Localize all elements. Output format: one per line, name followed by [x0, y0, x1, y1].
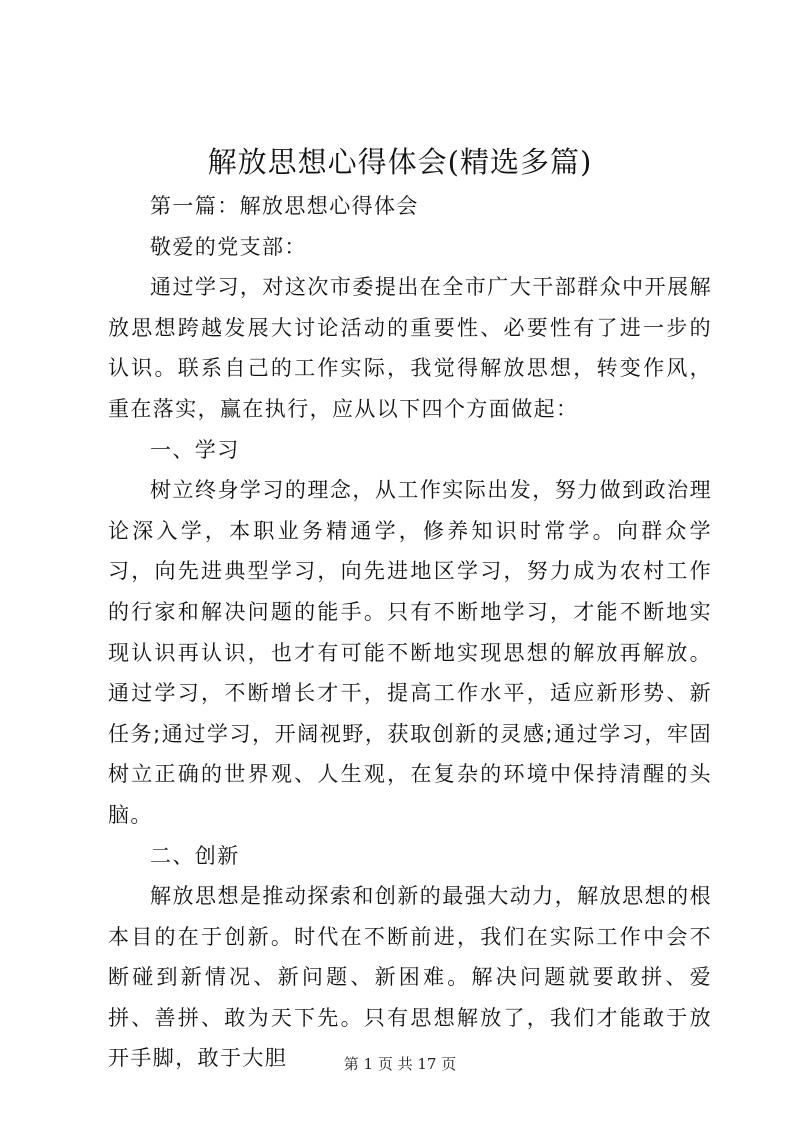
document-body [108, 186, 712, 1079]
body-paragraph: 树立终身学习的理念，从工作实际出发，努力做到政治理论深入学，本职业务精通学，修养知识时常学。向群众学习，向先进典型学习，向先进地区学习，努力成为农村工作的行家和解决问题的能手。只有不断地学习，才能不断地实现认识再认识，也才有可能不断地实现思想的解放再解放。通过学习，不断增长才干，提高工作水平，适应新形势、新任务;通过学习，开阔视野，获取创新的灵感;通过学习，牢固树立正确的世界观、人生观，在复杂的环境中保持清醒的头脑。 [108, 478, 712, 827]
document-title: 解放思想心得体会(精选多篇) [207, 145, 593, 179]
subsection-heading: 二、创新 [150, 843, 240, 868]
page-number-footer: 第 1 页 共 17 页 [343, 1055, 457, 1073]
salutation: 敬爱的党支部： [150, 234, 307, 259]
body-paragraph: 解放思想是推动探索和创新的最强大动力，解放思想的根本目的在于创新。时代在不断前进，我们在实际工作中会不断碰到新情况、新问题、新困难。解决问题就要敢拼、爱拼、善拼、敢为天下先。只有思想解放了，我们才能敢于放开手脚，敢于大胆 [108, 884, 712, 1071]
body-paragraph: 通过学习，对这次市委提出在全市广大干部群众中开展解放思想跨越发展大讨论活动的重要性、必要性有了进一步的认识。联系自己的工作实际，我觉得解放思想，转变作风，重在落实，赢在执行，应从以下四个方面做起： [108, 275, 712, 421]
section-heading: 第一篇：解放思想心得体会 [150, 194, 419, 218]
subsection-heading: 一、学习 [150, 437, 240, 462]
